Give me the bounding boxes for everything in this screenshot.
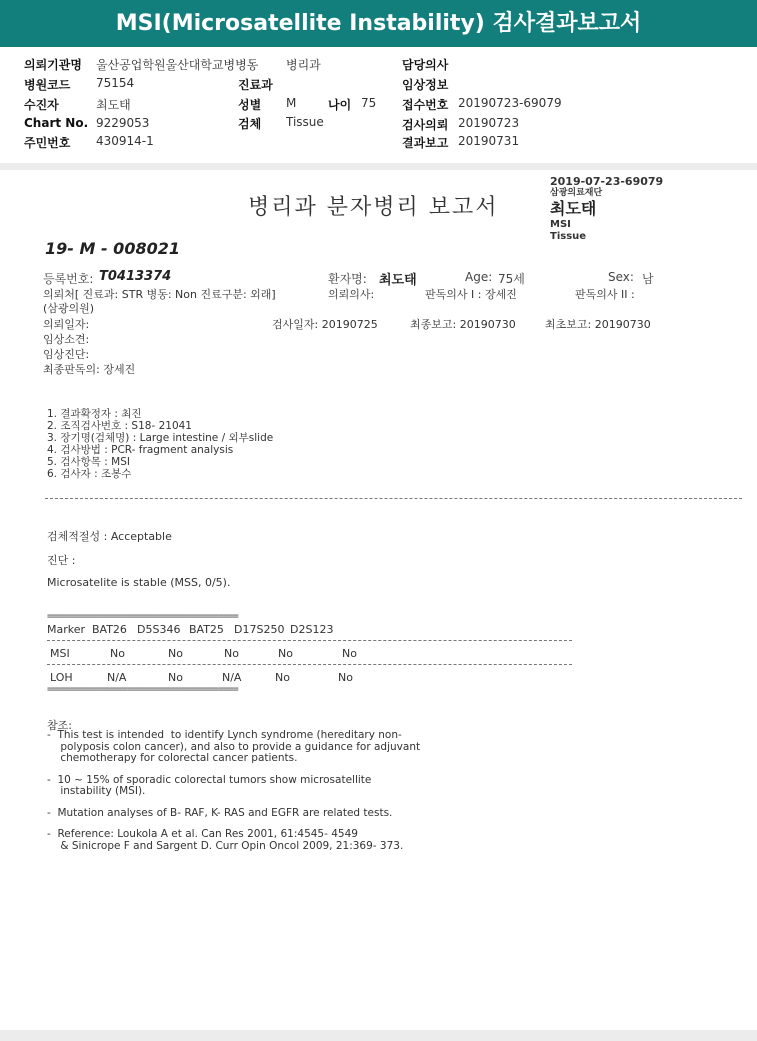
list-item: 2. 조직검사번호 : S18- 21041 (47, 420, 192, 432)
note-line: instability (MSI). (47, 785, 146, 797)
age-value-report: 75세 (498, 272, 525, 286)
table-cell: N/A (107, 671, 127, 684)
list-item: 1. 결과확정자 : 최진 (47, 408, 142, 420)
table-header-cell: BAT26 (92, 623, 127, 636)
chart-value: 9229053 (96, 116, 150, 130)
table-cell: No (168, 671, 183, 684)
patient-name-value: 최도태 (379, 273, 417, 288)
test-items-list (47, 408, 273, 480)
stamp-test: MSI (550, 219, 571, 230)
clinical-diagnosis: 임상진단: (43, 348, 90, 361)
sex-value-report: 남 (642, 272, 654, 286)
table-cell: No (168, 647, 183, 660)
note-line: - Mutation analyses of B- RAF, K- RAS and EGFR are related tests. (47, 806, 393, 819)
adequacy: 검체적절성 : Acceptable (47, 530, 172, 543)
table-cell: MSI (50, 647, 70, 660)
table-cell: No (278, 647, 293, 660)
pathology-report (0, 170, 757, 1030)
table-header-row (47, 623, 577, 637)
receipt-label: 접수번호 (402, 98, 449, 112)
table-header-cell: D2S123 (290, 623, 334, 636)
reg-value: T0413374 (99, 269, 172, 284)
section-divider (45, 498, 742, 499)
reg-label: 등록번호: (43, 272, 94, 286)
result-label: 결과보고 (402, 136, 449, 150)
institution-value: 울산공업학원울산대학교병병동 (96, 58, 259, 72)
stamp-org: 삼광의료재단 (550, 187, 603, 198)
patient-label: 수진자 (24, 98, 59, 112)
age-label-report: Age: (465, 270, 493, 284)
clinical-findings: 임상소견: (43, 333, 90, 346)
stamp-specimen: Tissue (550, 230, 587, 242)
note-line: - Reference: Loukola A et al. Can Res 2001, 61:4545- 4549 (47, 828, 358, 840)
resident-label: 주민번호 (24, 136, 71, 150)
list-item: 5. 검사항목 : MSI (47, 456, 130, 468)
first-report-date: 최초보고: 20190730 (545, 318, 651, 331)
table-cell: No (342, 647, 357, 660)
note-line: - This test is intended to identify Lynch syndrome (hereditary non- (47, 729, 402, 741)
sex-label-report: Sex: (608, 270, 634, 284)
final-report-date: 최종보고: 20190730 (410, 318, 516, 331)
note-line: - 10 ~ 15% of sporadic colorectal tumors show microsatellite (47, 773, 372, 786)
patient-value: 최도태 (96, 98, 131, 112)
table-cell: No (110, 647, 125, 660)
table-bottom-rule: ====================================== (47, 684, 238, 695)
report-title-bar (0, 0, 757, 47)
table-cell: LOH (50, 671, 73, 684)
note-line: chemotherapy for colorectal cancer patients. (47, 752, 298, 764)
sex-value: M (286, 96, 297, 110)
chart-label: Chart No. (24, 116, 89, 130)
diagnosis-text: Microsatelite is stable (MSS, 0/5). (47, 576, 231, 589)
receipt-value: 20190723-69079 (458, 96, 562, 110)
table-divider (47, 640, 572, 641)
table-cell: No (338, 671, 353, 684)
age-label: 나이 (328, 98, 352, 112)
result-value: 20190731 (458, 134, 520, 148)
doctor-label: 담당의사 (402, 58, 449, 72)
list-item: 6. 검사자 : 조봉수 (47, 468, 132, 480)
table-cell: N/A (222, 671, 242, 684)
report-title: MSI(Microsatellite Instability) 검사결과보고서 (115, 11, 642, 36)
request-date: 의뢰일자: (43, 318, 90, 331)
table-header-cell: BAT25 (189, 623, 224, 636)
note-line: polyposis colon cancer), and also to provide a guidance for adjuvant (47, 740, 421, 753)
specimen-label: 검체 (238, 117, 262, 131)
final-pathologist: 최종판독의: 장세진 (43, 363, 136, 376)
table-header-cell: D17S250 (234, 623, 285, 636)
patient-info-panel (0, 47, 757, 163)
request-label: 검사의뢰 (402, 118, 449, 132)
institution-label: 의뢰기관명 (24, 58, 82, 72)
note-line: & Sinicrope F and Sargent D. Curr Opin Oncol 2009, 21:369- 373. (47, 839, 404, 852)
specimen-value: Tissue (286, 115, 324, 129)
table-cell: No (224, 647, 239, 660)
referring-doctor: 의뢰의사: (328, 288, 375, 301)
table-top-rule: ====================================== (47, 611, 238, 622)
table-row (50, 647, 580, 661)
dept-label: 진료과 (238, 78, 273, 92)
notes-block (47, 730, 420, 852)
list-item: 3. 장기명(검체명) : Large intestine / 외부slide (47, 432, 274, 444)
sex-label: 성별 (238, 98, 262, 112)
age-value: 75 (361, 96, 377, 110)
table-divider (47, 664, 572, 665)
hospital-code-label: 병원코드 (24, 78, 71, 92)
path-number: 19- M - 008021 (45, 239, 180, 258)
pathologist-2: 판독의사 II : (575, 288, 635, 301)
referral-line: 의뢰처[ 진료과: STR 병동: Non 진료구분: 외래] (43, 288, 276, 301)
pathologist-1: 판독의사 I : 장세진 (425, 288, 517, 301)
table-header-cell: Marker (47, 623, 86, 636)
hospital-code-value: 75154 (96, 76, 135, 90)
table-cell: No (275, 671, 290, 684)
reference-label: 참조: (47, 719, 72, 732)
referral-hospital: (삼광의원) (43, 302, 95, 315)
table-header-cell: D5S346 (137, 623, 181, 636)
list-item: 4. 검사방법 : PCR- fragment analysis (47, 444, 234, 456)
diagnosis-label: 진단 : (47, 554, 76, 567)
test-date: 검사일자: 20190725 (272, 318, 378, 331)
stamp-name: 최도태 (550, 199, 597, 218)
table-row (50, 671, 580, 685)
resident-value: 430914-1 (96, 134, 154, 148)
stamp-id: 2019-07-23-69079 (550, 175, 664, 188)
specimen-stamp (550, 176, 663, 242)
request-value: 20190723 (458, 116, 520, 130)
report-heading: 병리과 분자병리 보고서 (248, 195, 499, 220)
clinical-info-label: 임상정보 (402, 78, 449, 92)
dept-value: 병리과 (286, 58, 321, 72)
patient-name-label: 환자명: (328, 272, 367, 286)
